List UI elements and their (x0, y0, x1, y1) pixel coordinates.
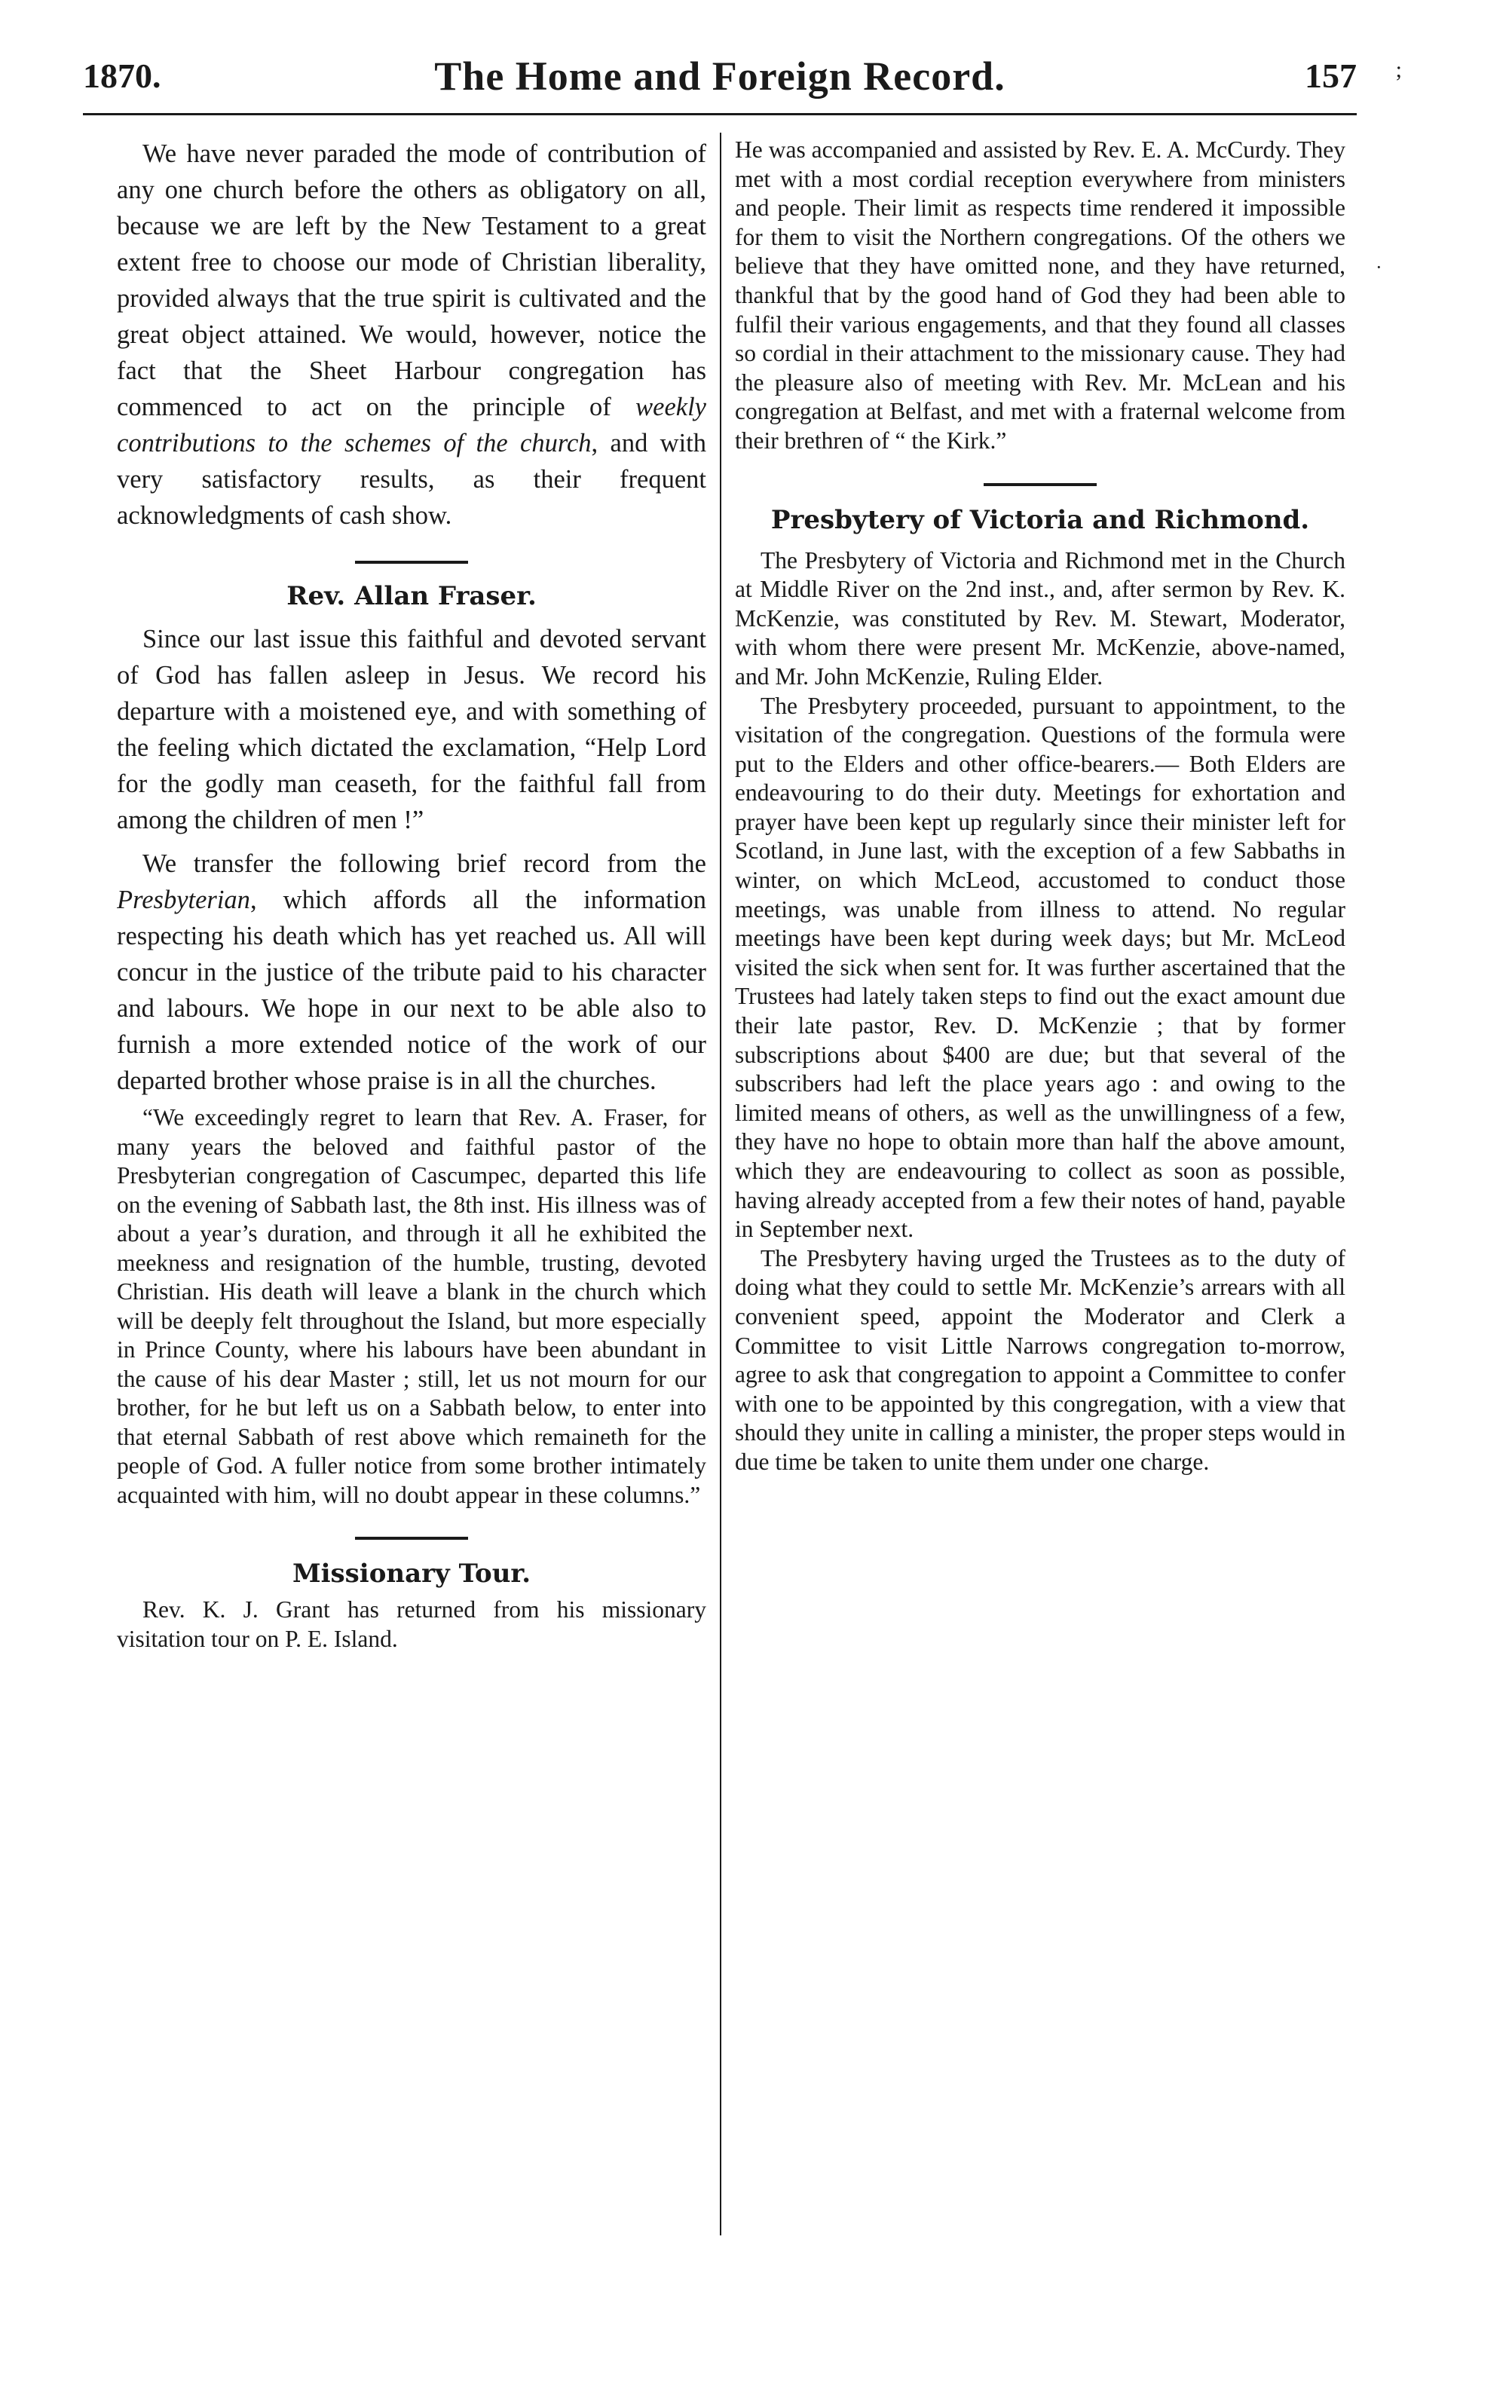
article-paragraph: The Presbytery having urged the Trustees as to the duty of doing what they could to settle Mr. McKenzie’s arrears with all convenient speed, appoint the Moderator and Clerk a Committee to visit Little Narrows congregation to-morrow, agree to ask that congregation to appoint a Committee to confer with one to be appointed by this congregation, with a view that should they unite in calling a minister, the proper steps would in due time be taken to unite them under one charge. (735, 1244, 1345, 1475)
margin-mark: ; (1395, 57, 1402, 82)
article-paragraph: The Presbytery proceeded, pursuant to appointment, to the visitation of the congregation. Questions of the formula were put to the Elders and other office-bearers.— Both Elders are endeavouring to do their duty. Meetings for exhortation and prayer have been kept up regularly since their minister left for Scotland, in June last, with the exception of a few Sabbaths in winter, on which McLeod, accustomed to conduct those meetings, was unable from illness to attend. No regular meetings have been kept during week days; but Mr. McLeod visited the sick when sent for. It was further ascertained that the Trustees had lately taken steps to find out the exact amount due their late pastor, Rev. D. McKenzie ; that by former subscriptions about $400 are due; but that several of the subscribers had left the place years ago : and owing to the limited means of others, as well as the unwillingness of a few, they have no hope to obtain more than half the above amount, which they are endeavouring to collect as soon as possible, having already accepted from a few their notes of hand, payable in September next. (735, 692, 1345, 1243)
quoted-obituary: “We exceedingly regret to learn that Rev. A. Fraser, for many years the beloved and faithful pastor of the Presbyterian congregation of Cascumpec, departed this life on the evening of Sabbath last, the 8th inst. His illness was of about a year’s duration, and through it all he exhibited the meekness and resignation of the humble, trusting, devoted Christian. His death will leave a blank in the church which will be deeply felt throughout the Island, but more especially in Prince County, where his labours have been abundant in the cause of his dear Master ; still, let us not mourn for our brother, for he but left us on a Sabbath below, to enter into that eternal Sabbath of rest above which remaineth for the people of God. A fuller notice from some brother intimately acquainted with him, will no doubt appear in these columns.” (117, 1104, 706, 1508)
article-paragraph: The Presbytery of Victoria and Richmond met in the Church at Middle River on the 2nd inst., and, after sermon by Rev. K. McKenzie, was constituted by Rev. M. Stewart, Moderator, with whom there were present Mr. McKenzie, above-named, and Mr. John McKenzie, Ruling Elder. (735, 546, 1345, 690)
page-header (83, 53, 1402, 115)
heading-allan-fraser: Rev. Allan Fraser. (286, 581, 537, 611)
article-paragraph: Rev. K. J. Grant has returned from his missionary visitation tour on P. E. Island. (117, 1596, 706, 1652)
emphasis: weekly contributions to the schemes of the church (117, 393, 706, 457)
margin-dot: · (1376, 256, 1382, 278)
left-column (117, 136, 706, 2231)
article-paragraph: We transfer the following brief record from the Presbyterian, which affords all the information respecting his death which has yet reached us. All will concur in the justice of the tribute paid to his character and labours. We hope in our next to be able also to furnish a more extended notice of the work of our departed brother whose praise is in all the churches. (117, 849, 706, 1095)
emphasis: Presbyterian (117, 886, 250, 914)
header-page-number: 157 (1305, 57, 1357, 95)
right-column (735, 136, 1345, 2231)
column-divider (720, 133, 721, 2235)
heading-missionary-tour: Missionary Tour. (292, 1559, 531, 1589)
header-title: The Home and Foreign Record. (434, 54, 1005, 99)
article-paragraph: We have never paraded the mode of contribution of any one church before the others as obligatory on all, because we are left by the New Testament to a great extent free to choose our mode of Christian liberality, provided always that the true spirit is cultivated and the great object attained. We would, however, notice the fact that the Sheet Harbour congregation has commenced to act on the principle of weekly contributions to the schemes of the church, and with very satisfactory results, as their frequent acknowledgments of cash show. (117, 139, 706, 530)
heading-presbytery: Presbytery of Victoria and Richmond. (770, 504, 1310, 535)
article-paragraph: He was accompanied and assisted by Rev. E. A. McCurdy. They met with a most cordial reception everywhere from ministers and people. Their limit as respects time rendered it impossible for them to visit the Northern congregations. Of the others we believe that they have omitted none, and they have returned, thankful that by the good hand of God they had been able to fulfil their various engagements, and that they found all classes so cordial in their attachment to the missionary cause. They had the pleasure also of meeting with Rev. Mr. McLean and his congregation at Belfast, and met with a fraternal welcome from their brethren of “ the Kirk.” (735, 136, 1345, 454)
article-paragraph: Since our last issue this faithful and devoted servant of God has fallen asleep in Jesus. We record his departure with a moistened eye, and with something of the feeling which dictated the exclamation, “Help Lord for the godly man ceaseth, for the faithful fall from among the children of men !” (117, 625, 706, 834)
header-year: 1870. (83, 57, 161, 95)
